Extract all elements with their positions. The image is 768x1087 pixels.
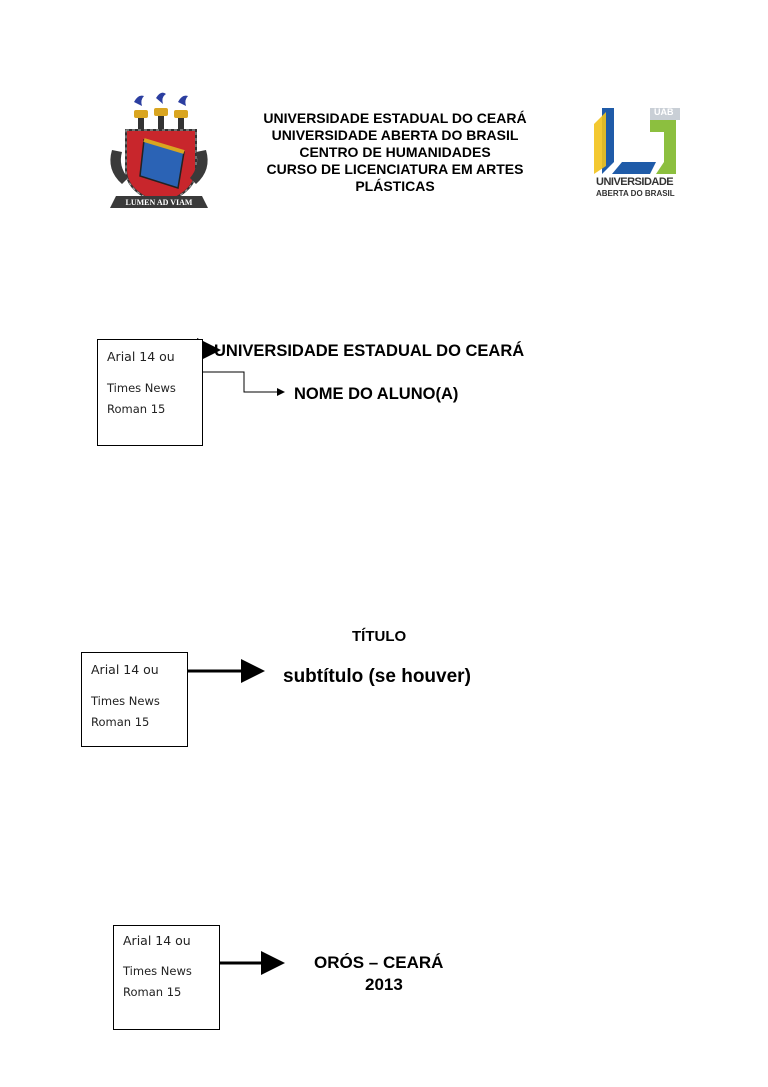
header-line-center: CENTRO DE HUMANIDADES <box>299 144 491 160</box>
work-title: TÍTULO <box>352 628 407 645</box>
header-line-course-2: PLÁSTICAS <box>355 178 435 194</box>
header-line-uab: UNIVERSIDADE ABERTA DO BRASIL <box>271 127 519 143</box>
header-line-course: CURSO DE LICENCIATURA EM ARTES <box>266 161 524 177</box>
font-note-line-1: Arial 14 ou <box>123 933 191 948</box>
uab-wordmark-2: ABERTA DO BRASIL <box>596 189 675 198</box>
work-subtitle: subtítulo (se houver) <box>283 666 471 687</box>
uece-motto: LUMEN AD VIAM <box>125 198 193 207</box>
font-note-line-3: Roman 15 <box>123 985 182 999</box>
font-note-box-1 <box>97 339 203 446</box>
font-note-line-3: Roman 15 <box>91 715 150 729</box>
font-note-line-2: Times News <box>123 964 192 978</box>
font-note-line-1: Arial 14 ou <box>91 662 159 677</box>
font-note-box-3 <box>113 925 220 1030</box>
font-note-line-3: Roman 15 <box>107 402 166 416</box>
font-note-box-2 <box>81 652 188 747</box>
font-note-line-2: Times News <box>107 381 176 395</box>
font-note-line-2: Times News <box>91 694 160 708</box>
uab-wordmark-1: UNIVERSIDADE <box>596 176 674 188</box>
university-name: UNIVERSIDADE ESTADUAL DO CEARÁ <box>214 342 525 360</box>
student-name: NOME DO ALUNO(A) <box>294 385 459 403</box>
arrow-to-student <box>202 372 284 392</box>
year: 2013 <box>365 975 403 994</box>
header-line-university: UNIVERSIDADE ESTADUAL DO CEARÁ <box>263 110 527 126</box>
uab-tag: UAB <box>654 107 674 117</box>
font-note-line-1: Arial 14 ou <box>107 349 175 364</box>
place-name: ORÓS – CEARÁ <box>314 953 444 972</box>
